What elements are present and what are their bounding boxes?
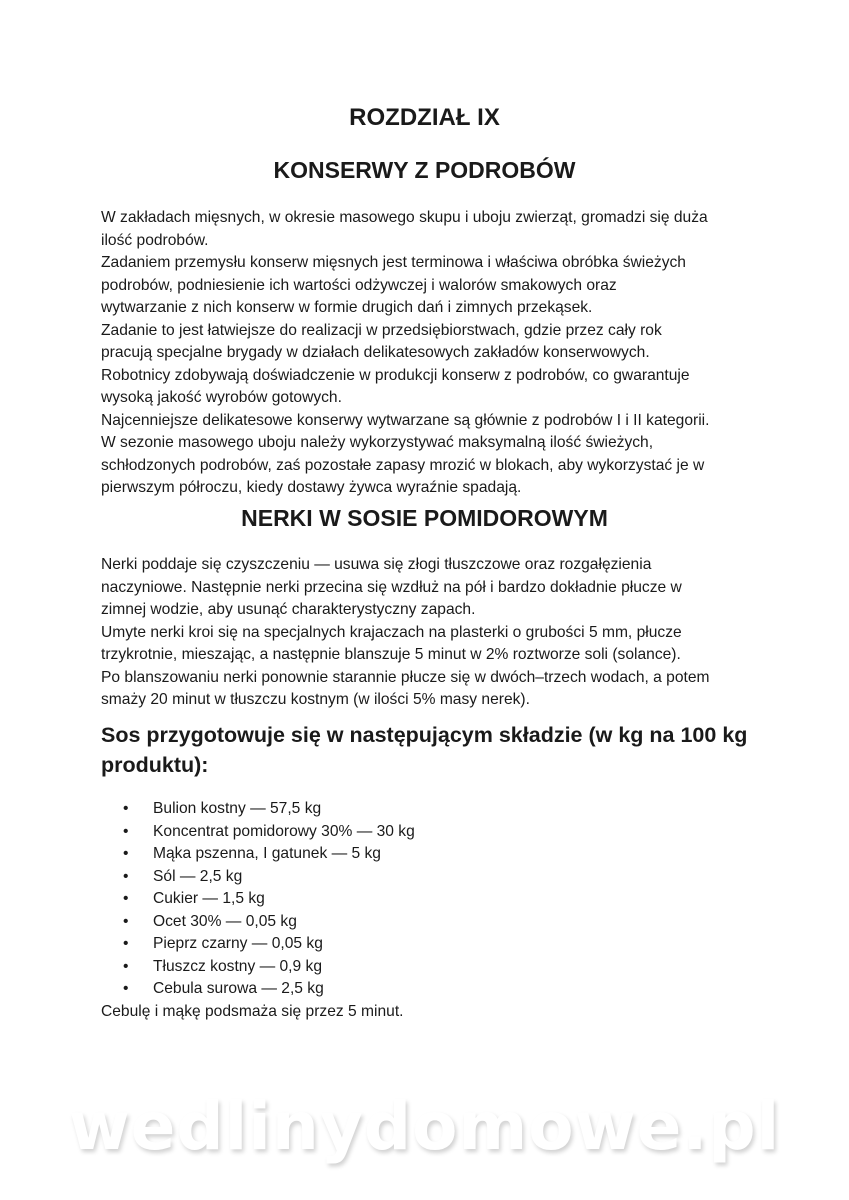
text-line: zimnej wodzie, aby usunąć charakterystyczny zapach.: [101, 601, 476, 618]
recipe-text: [101, 554, 781, 712]
intro-text: [101, 207, 781, 500]
text-line: Zadaniem przemysłu konserw mięsnych jest terminowa i właściwa obróbka świeżych: [101, 254, 686, 271]
text-line: Najcenniejsze delikatesowe konserwy wytwarzane są głównie z podrobów I i II kategorii.: [101, 411, 710, 429]
text-line: schłodzonych podrobów, zaś pozostałe zapasy mrozić w blokach, aby wykorzystać je w: [101, 456, 705, 474]
text-line: wysoką jakość wyrobów gotowych.: [101, 389, 342, 406]
section-title: KONSERWY Z PODROBÓW: [273, 157, 576, 183]
text-line: pierwszym półroczu, kiedy dostawy żywca wyraźnie spadają.: [101, 479, 522, 496]
text-line: Zadanie to jest łatwiejsze do realizacji w przedsiębiorstwach, gdzie przez cały rok: [101, 321, 662, 339]
text-line: naczyniowe. Następnie nerki przecina się wzdłuż na pół i bardzo dokładnie płucze w: [101, 578, 682, 596]
text-line: W sezonie masowego uboju należy wykorzystywać maksymalną ilość świeżych,: [101, 434, 654, 451]
closing-note: Cebulę i mąkę podsmaża się przez 5 minut.: [101, 1002, 404, 1020]
text-line: Po blanszowaniu nerki ponownie starannie płucze się w dwóch–trzech wodach, a potem: [101, 668, 710, 686]
ingredients-block: [101, 798, 781, 1023]
list-item: • Ocet 30% — 0,05 kg: [101, 911, 781, 934]
text-line: smaży 20 minut w tłuszczu kostnym (w ilości 5% masy nerek).: [101, 691, 530, 708]
list-item: • Tłuszcz kostny — 0,9 kg: [101, 956, 781, 979]
heading-line: Sos przygotowuje się w następującym składzie (w kg na 100 kg: [101, 723, 748, 747]
list-item: • Cukier — 1,5 kg: [101, 888, 781, 911]
text-line: pracują specjalne brygady w działach delikatesowych zakładów konserwowych.: [101, 344, 650, 361]
text-line: ilość podrobów.: [101, 231, 209, 249]
text-line: wytwarzanie z nich konserw w formie drugich dań i zimnych przekąsek.: [101, 299, 593, 316]
text-line: Umyte nerki kroi się na specjalnych krajaczach na plasterki o grubości 5 mm, płucze: [101, 623, 682, 641]
text-line: W zakładach mięsnych, w okresie masowego skupu i uboju zwierząt, gromadzi się duża: [101, 209, 708, 226]
recipe-title: NERKI W SOSIE POMIDOROWYM: [241, 505, 608, 531]
list-item: • Pieprz czarny — 0,05 kg: [101, 933, 781, 956]
list-item: • Koncentrat pomidorowy 30% — 30 kg: [101, 821, 781, 844]
chapter-title: ROZDZIAŁ IX: [349, 104, 500, 131]
list-item: • Mąka pszenna, I gatunek — 5 kg: [101, 843, 781, 866]
heading-line: produktu):: [101, 753, 209, 777]
list-item: • Cebula surowa — 2,5 kg: [101, 978, 781, 1001]
text-line: Nerki poddaje się czyszczeniu — usuwa się złogi tłuszczowe oraz rozgałęzienia: [101, 556, 652, 573]
sauce-heading: [101, 720, 781, 780]
ingredients-list: [101, 798, 781, 1001]
text-line: trzykrotnie, mieszając, a następnie blanszuje 5 minut w 2% roztworze soli (solance).: [101, 646, 681, 663]
list-item: • Bulion kostny — 57,5 kg: [101, 798, 781, 821]
list-item: • Sól — 2,5 kg: [101, 866, 781, 889]
text-line: podrobów, podniesienie ich wartości odżywczej i walorów smakowych oraz: [101, 276, 617, 294]
watermark: wedlinydomowe.pl: [68, 1088, 781, 1165]
text-line: Robotnicy zdobywają doświadczenie w produkcji konserw z podrobów, co gwarantuje: [101, 366, 690, 384]
